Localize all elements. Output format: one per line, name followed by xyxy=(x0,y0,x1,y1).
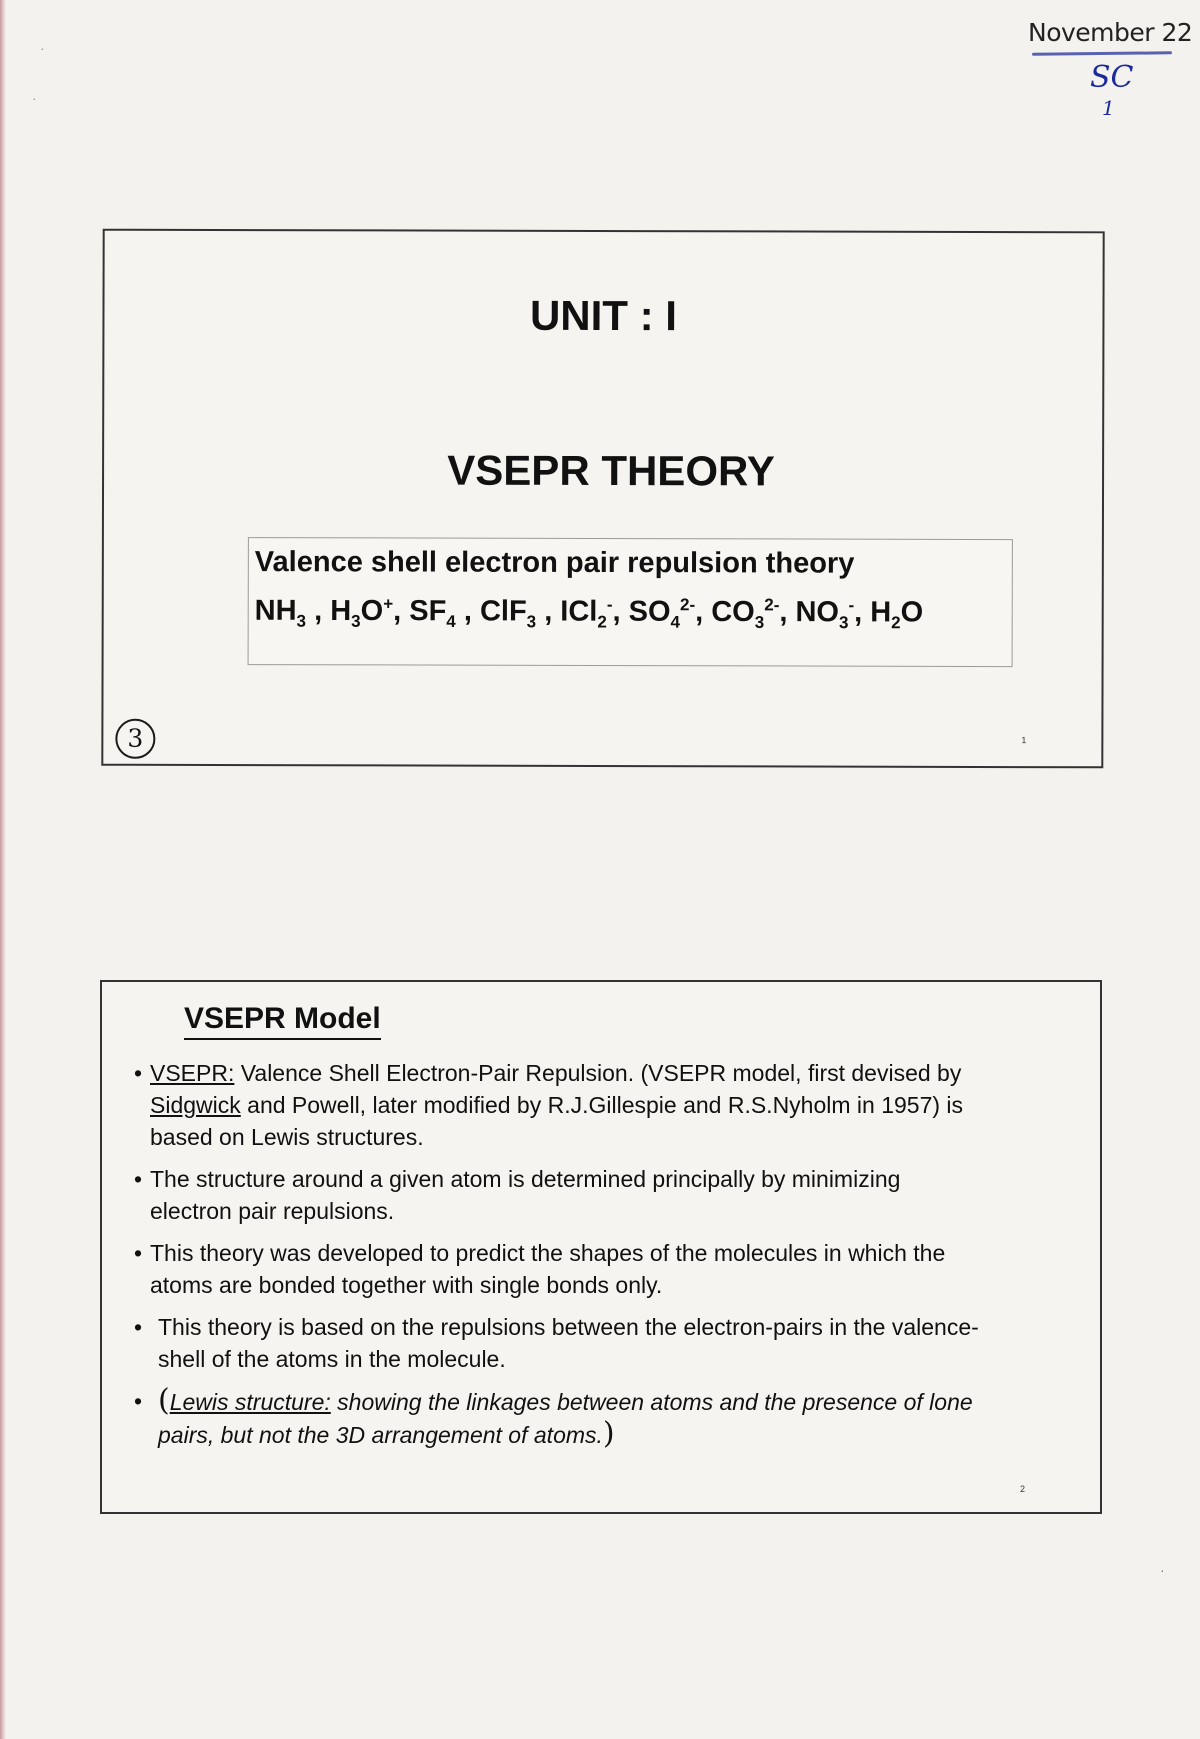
bullet-text: atoms are bonded together with single bonds only. xyxy=(150,1272,663,1298)
bullet-text: and Powell, later modified by R.J.Gillespie and R.S.Nyholm in 1957) is xyxy=(240,1092,964,1118)
formula-list: $NH_3$ , $H_3O^+$, $SF_4$ , ClF$_3$ , ICl$_2$-, $SO_4^{2-}$, $CO_3^{2-}$, $NO_3^-$, $H_2O$ xyxy=(254,594,924,633)
bullet-dot-icon: • xyxy=(134,1060,143,1086)
page-edge xyxy=(0,0,6,1739)
bullet-item xyxy=(134,1311,1084,1375)
handwritten-close-paren-icon: ) xyxy=(602,1416,615,1451)
bullet-text: showing the linkages between atoms and the presence of lone xyxy=(330,1389,973,1415)
slide-heading: VSEPR Model xyxy=(184,1002,381,1040)
bullet-dot-icon: • xyxy=(134,1240,143,1266)
bullet-text: based on Lewis structures. xyxy=(150,1124,424,1150)
slide-number: 2 xyxy=(1020,1484,1026,1494)
bullet-term: Lewis structure: xyxy=(169,1389,331,1415)
scan-speck: · xyxy=(40,40,45,56)
handwritten-page-number: 1 xyxy=(1102,96,1115,120)
subtitle-box xyxy=(248,537,1013,667)
circled-number-mark: 3 xyxy=(115,719,155,759)
slide-vsepr-model xyxy=(100,980,1102,1514)
slide-title xyxy=(101,229,1104,769)
bullet-item xyxy=(134,1385,1084,1451)
bullet-text: pairs, but not the 3D arrangement of atoms. xyxy=(158,1422,603,1448)
slide-number: 1 xyxy=(1021,735,1027,746)
date-underline xyxy=(1032,51,1172,55)
bullet-item xyxy=(134,1237,1084,1301)
handwritten-date: November 22 xyxy=(1028,18,1193,47)
bullet-text: This theory was developed to predict the shapes of the molecules in which the xyxy=(150,1240,946,1266)
bullet-italic-text xyxy=(158,1383,973,1451)
bullet-dot-icon: • xyxy=(134,1314,143,1340)
handwritten-initials: SC xyxy=(1090,60,1134,95)
scan-speck: · xyxy=(1160,1562,1165,1578)
bullet-text: shell of the atoms in the molecule. xyxy=(158,1346,506,1372)
bullet-text: electron pair repulsions. xyxy=(150,1198,395,1224)
handwritten-open-paren-icon: ( xyxy=(158,1383,170,1418)
bullet-item xyxy=(134,1163,1084,1227)
bullet-text: This theory is based on the repulsions between the electron-pairs in the valence- xyxy=(158,1314,979,1340)
subtitle-text: Valence shell electron pair repulsion theory xyxy=(254,546,855,580)
bullet-term: VSEPR: xyxy=(150,1060,235,1086)
bullet-list xyxy=(134,1057,1084,1461)
bullet-text: Valence Shell Electron-Pair Repulsion. (VSEPR model, first devised by xyxy=(234,1060,962,1086)
bullet-item xyxy=(134,1057,1084,1153)
unit-title: UNIT : I xyxy=(529,291,678,340)
bullet-text: The structure around a given atom is determined principally by minimizing xyxy=(150,1166,901,1192)
scan-speck: · xyxy=(32,90,37,106)
main-title: VSEPR THEORY xyxy=(447,446,775,495)
underlined-word: Sidgwick xyxy=(150,1092,241,1118)
bullet-dot-icon: • xyxy=(134,1388,143,1414)
bullet-dot-icon: • xyxy=(134,1166,143,1192)
